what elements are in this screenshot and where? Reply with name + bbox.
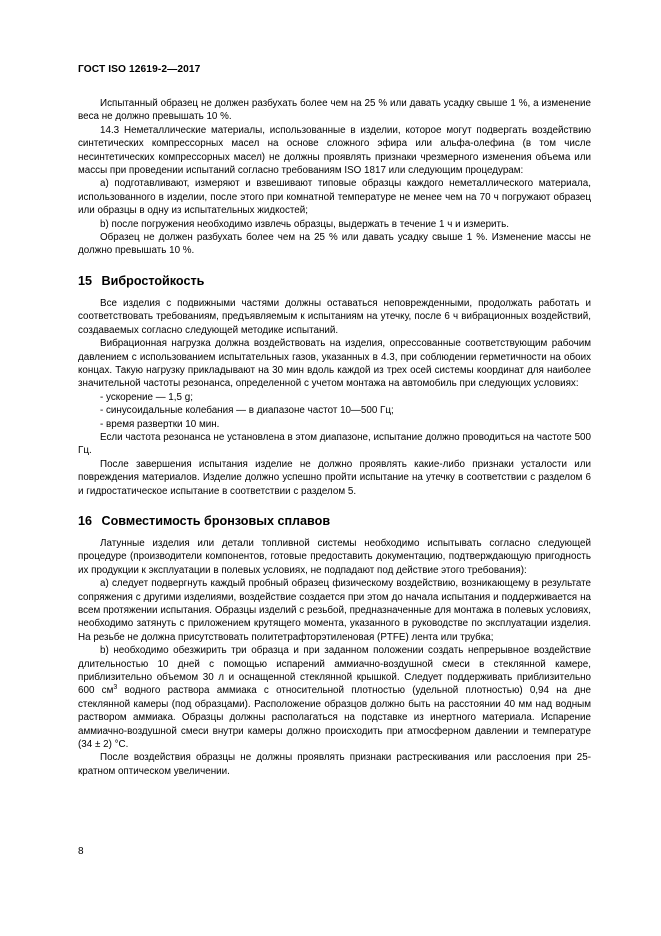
paragraph: Если частота резонанса не установлена в этом диапазоне, испытание должно проводиться на частоте 500 Гц.: [78, 431, 591, 457]
document-body: [78, 97, 591, 778]
list-item-b: b) после погружения необходимо извлечь образцы, выдержать в течение 1 ч и измерить.: [100, 218, 509, 230]
paragraph-14-3: 14.3 Неметаллические материалы, использованные в изделии, которое могут подвергать воздействию синтетических компрессорных масел на основе сложного эфира или альфа-олефина (в том числе несинтетических компрессорных масел) не должны проявлять признаки чрезмерного изменения объема или массы при проведении испытаний согласно требованиям ISO 1817 или следующим процедурам:: [78, 124, 591, 177]
list-item-a: а) следует подвергнуть каждый пробный образец физическому воздействию, возникающему в результате сопряжения с другими изделиями, воздействие создается при этом до начала испытания и поддерживается на всем протяжении испытания. Образцы изделий с резьбой, предназначенные для монтажа в полевых условиях, необходимо затянуть с приложением крутящего момента, указанного в руководстве по эксплуатации изделия. На резьбе не должна присутствовать политетрафторэтиленовая (PTFE) лента или трубка;: [78, 578, 591, 643]
paragraph: После завершения испытания изделие не должно проявлять какие-либо признаки усталости или повреждения материалов. Изделие должно успешно пройти испытание на утечку в соответствии с разделом 6 и гидростатическое испытание в соответствии с разделом 5.: [78, 458, 591, 497]
section-number: 15: [78, 273, 93, 288]
section-number: 16: [78, 513, 93, 528]
condition-item: - время развертки 10 мин.: [100, 418, 220, 430]
item-b-text-start: b) необходимо обезжирить три образца и при заданном положении создать непрерывное воздействие длительностью 10 дней с помощью испарений аммиачно-воздушной смеси в стеклянной камере, приблизительно объемом 30 л и оснащенной стеклянной крышкой. Следует поддерживать приблизительно 600 см: [78, 645, 591, 697]
section-15-heading: [78, 274, 591, 289]
document-code-header: ГОСТ ISO 12619-2—2017: [78, 64, 201, 75]
list-item-b: [78, 644, 591, 751]
section-16-heading: [78, 514, 591, 529]
condition-item: - ускорение — 1,5 g;: [100, 391, 193, 403]
section-title: Вибростойкость: [101, 273, 205, 288]
paragraph: Вибрационная нагрузка должна воздействовать на изделия, опрессованные соответствующим рабочим давлением с использованием испытательных газов, указанных в 4.3, при соблюдении герметичности на обоих концах. Такую нагрузку прикладывают на 30 мин вдоль каждой из трех осей системы координат для наиболее значительной частоты резонанса, определенной с учетом монтажа на автомобиль при следующих условиях:: [78, 338, 591, 390]
item-b-text-end: водного раствора аммиака с относительной плотностью (удельной плотностью) 0,94 на дне стеклянной камеры (под образцами). Расположение образцов должно быть на расстоянии 40 мм над водным раствором аммиака. Образцы должны располагаться на подставке из инертного материала. Испарение аммиачно-воздушной смеси внутри камеры должно происходить при атмосферном давлении и температуре (34 ± 2) °С.: [78, 685, 591, 751]
page-number: 8: [78, 846, 84, 857]
condition-item: - синусоидальные колебания — в диапазоне частот 10—500 Гц;: [100, 405, 394, 417]
paragraph: Все изделия с подвижными частями должны оставаться неповрежденными, продолжать работать и соответствовать требованиям, предъявляемым к испытаниям на утечку, после 6 ч вибрационных воздействий, создаваемых согласно следующей методике испытаний.: [78, 297, 591, 336]
section-title: Совместимость бронзовых сплавов: [101, 513, 331, 528]
paragraph: После воздействия образцы не должны проявлять признаки растрескивания или расслоения при 25-кратном оптическом увеличении.: [78, 752, 591, 777]
superscript-cube: 3: [113, 684, 118, 692]
paragraph: Испытанный образец не должен разбухать более чем на 25 % или давать усадку свыше 1 %, а изменение веса не должно превышать 10 %.: [78, 98, 591, 123]
paragraph: Образец не должен разбухать более чем на 25 % или давать усадку свыше 1 %. Изменение массы не должно превышать 10 %.: [78, 232, 591, 257]
list-item-a: а) подготавливают, измеряют и взвешивают типовые образцы каждого неметаллического материала, использованного в изделии, после этого при комнатной температуре не менее чем на 70 ч погружают образец или образцы в одну из испытательных жидкостей;: [78, 178, 591, 217]
paragraph: Латунные изделия или детали топливной системы необходимо испытывать согласно следующей процедуре (производители компонентов, готовые предоставить документацию, подтверждающую пригодность их продукции к эксплуатации в полевых условиях, не подпадают под действие этого требования):: [78, 537, 591, 576]
